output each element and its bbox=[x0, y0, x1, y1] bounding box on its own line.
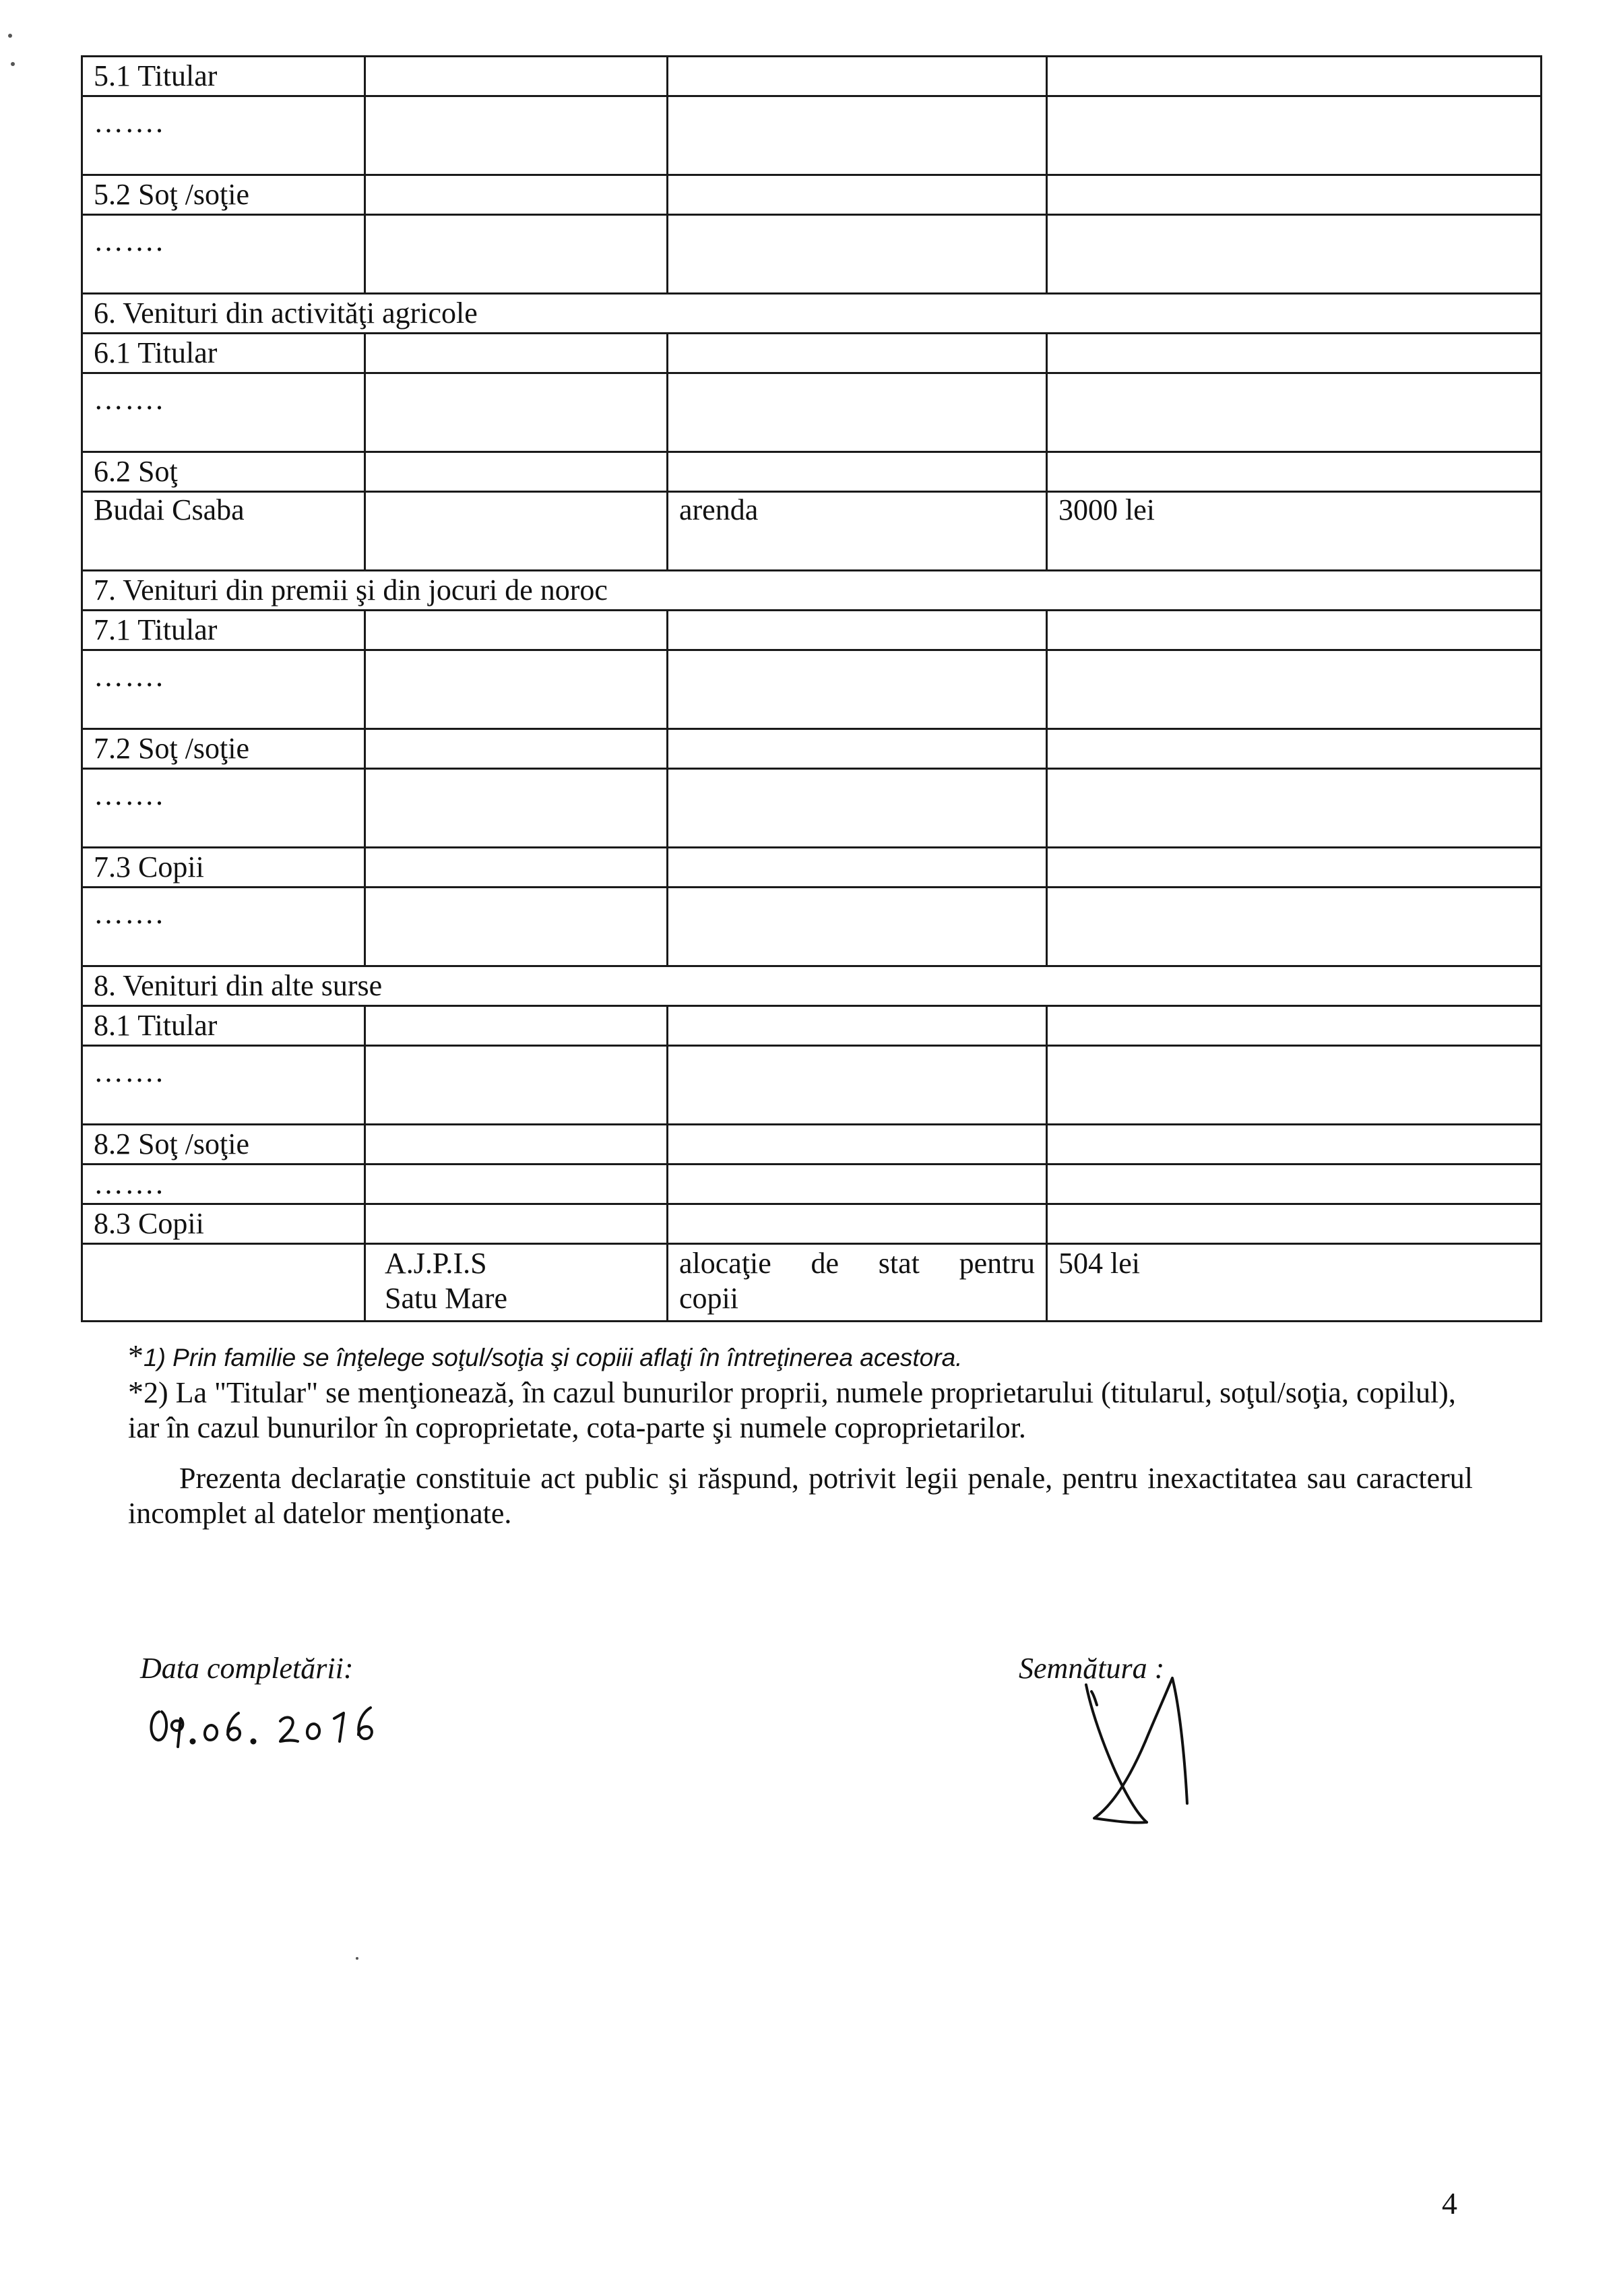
table-cell bbox=[1047, 215, 1542, 294]
table-row bbox=[82, 215, 1542, 294]
table-cell bbox=[82, 96, 365, 175]
table-cell bbox=[668, 452, 1047, 492]
table-row bbox=[82, 452, 1542, 492]
table-cell bbox=[365, 1244, 668, 1322]
date-label: Data completării: bbox=[140, 1652, 354, 1685]
footnote-1-star: * bbox=[128, 1338, 144, 1373]
table-cell bbox=[82, 215, 365, 294]
table-row bbox=[82, 1046, 1542, 1125]
placeholder-dots: ……. bbox=[94, 778, 164, 811]
table-row bbox=[82, 1204, 1542, 1244]
cell-line: Satu Mare bbox=[385, 1282, 508, 1315]
table-cell bbox=[365, 848, 668, 888]
scan-speck bbox=[356, 1957, 358, 1960]
table-cell bbox=[668, 1125, 1047, 1165]
table-cell bbox=[365, 1006, 668, 1046]
table-cell: 3000 lei bbox=[1047, 492, 1542, 571]
table-cell bbox=[1047, 848, 1542, 888]
table-cell bbox=[82, 888, 365, 966]
table-cell bbox=[1047, 650, 1542, 729]
table-cell: 7.3 Copii bbox=[82, 848, 365, 888]
scan-speck bbox=[8, 34, 12, 38]
table-cell bbox=[1047, 888, 1542, 966]
table-cell bbox=[365, 452, 668, 492]
footnote-2-star: * bbox=[128, 1375, 144, 1409]
table-cell: 7.1 Titular bbox=[82, 611, 365, 650]
placeholder-dots: ……. bbox=[94, 1055, 164, 1088]
table-row bbox=[82, 848, 1542, 888]
table-cell bbox=[82, 769, 365, 848]
table-cell bbox=[365, 1204, 668, 1244]
table-cell bbox=[365, 769, 668, 848]
table-cell bbox=[668, 57, 1047, 96]
table-cell bbox=[365, 729, 668, 769]
table-row bbox=[82, 888, 1542, 966]
table-cell bbox=[365, 611, 668, 650]
table-cell bbox=[1047, 1165, 1542, 1204]
scan-speck bbox=[11, 62, 15, 66]
table-cell bbox=[82, 1046, 365, 1125]
table-cell bbox=[668, 769, 1047, 848]
table-cell bbox=[1047, 729, 1542, 769]
placeholder-dots: ……. bbox=[94, 660, 164, 693]
table-body bbox=[82, 57, 1542, 1322]
table-row bbox=[82, 729, 1542, 769]
table-cell bbox=[668, 334, 1047, 373]
section-heading: 8. Venituri din alte surse bbox=[82, 966, 1542, 1006]
table-row bbox=[82, 769, 1542, 848]
table-cell bbox=[1047, 373, 1542, 452]
table-cell bbox=[1047, 96, 1542, 175]
table-cell bbox=[668, 650, 1047, 729]
table-cell bbox=[365, 492, 668, 571]
table-cell: 5.1 Titular bbox=[82, 57, 365, 96]
table-cell bbox=[82, 650, 365, 729]
table-cell bbox=[668, 215, 1047, 294]
placeholder-dots: ……. bbox=[94, 383, 164, 416]
declaration-statement: Prezenta declaraţie constituie act public şi răspund, potrivit legii penale, pentru inexactitatea sau caracterul incomplet al datelor menţionate. bbox=[128, 1462, 1473, 1530]
table-cell: 6.1 Titular bbox=[82, 334, 365, 373]
table-cell bbox=[365, 96, 668, 175]
table-row bbox=[82, 175, 1542, 215]
table-cell bbox=[1047, 769, 1542, 848]
table-cell bbox=[82, 373, 365, 452]
table-cell bbox=[668, 1204, 1047, 1244]
footnote-1-text: 1) Prin familie se înţelege soţul/soţia şi copiii aflaţi în întreţinerea acestora. bbox=[144, 1344, 963, 1371]
section-heading: 6. Venituri din activităţi agricole bbox=[82, 294, 1542, 334]
table-cell: 5.2 Soţ /soţie bbox=[82, 175, 365, 215]
table-cell bbox=[1047, 1125, 1542, 1165]
table-row bbox=[82, 571, 1542, 611]
table-cell bbox=[1047, 57, 1542, 96]
table-row bbox=[82, 1006, 1542, 1046]
table-row bbox=[82, 334, 1542, 373]
cell-line: A.J.P.I.S bbox=[385, 1247, 487, 1280]
table-cell bbox=[365, 650, 668, 729]
table-cell bbox=[1047, 1006, 1542, 1046]
table-row bbox=[82, 966, 1542, 1006]
table-cell bbox=[668, 888, 1047, 966]
table-cell: 8.2 Soţ /soţie bbox=[82, 1125, 365, 1165]
table-cell bbox=[82, 1165, 365, 1204]
table-cell bbox=[668, 1046, 1047, 1125]
table-cell bbox=[1047, 452, 1542, 492]
footnote-2-text: 2) La "Titular" se menţionează, în cazul bunurilor proprii, numele proprietarului (titularul, soţul/soţia, copilul), iar în cazul bunurilor în coproprietate, cota-parte şi numele coproprietarilor. bbox=[128, 1376, 1456, 1444]
footnote-1 bbox=[128, 1340, 1476, 1374]
table-cell bbox=[365, 888, 668, 966]
placeholder-dots: ……. bbox=[94, 897, 164, 930]
footnote-2 bbox=[128, 1375, 1476, 1446]
table-cell: 6.2 Soţ bbox=[82, 452, 365, 492]
table-cell bbox=[668, 1244, 1047, 1322]
table-row bbox=[82, 96, 1542, 175]
table-cell bbox=[365, 215, 668, 294]
table-cell: arenda bbox=[668, 492, 1047, 571]
table-cell bbox=[1047, 1046, 1542, 1125]
section-heading: 7. Venituri din premii şi din jocuri de noroc bbox=[82, 571, 1542, 611]
cell-line: copii bbox=[679, 1282, 738, 1315]
signature-label: Semnătura : bbox=[1019, 1652, 1165, 1685]
placeholder-dots: ……. bbox=[94, 224, 164, 257]
table-cell: Budai Csaba bbox=[82, 492, 365, 571]
placeholder-dots: ……. bbox=[94, 106, 164, 139]
table-row bbox=[82, 611, 1542, 650]
table-cell bbox=[1047, 1204, 1542, 1244]
table-cell bbox=[668, 373, 1047, 452]
table-cell bbox=[365, 1046, 668, 1125]
table-cell bbox=[668, 848, 1047, 888]
table-cell bbox=[365, 1125, 668, 1165]
signature-drawing bbox=[1071, 1671, 1193, 1833]
table-cell bbox=[365, 1165, 668, 1204]
table-cell bbox=[668, 729, 1047, 769]
table-row bbox=[82, 1165, 1542, 1204]
table-cell: 8.1 Titular bbox=[82, 1006, 365, 1046]
table-row bbox=[82, 373, 1542, 452]
table-cell bbox=[365, 334, 668, 373]
table-cell bbox=[365, 57, 668, 96]
table-row bbox=[82, 1244, 1542, 1322]
table-cell bbox=[668, 175, 1047, 215]
signature bbox=[1071, 1671, 1193, 1836]
table-cell bbox=[668, 1006, 1047, 1046]
table-cell bbox=[668, 96, 1047, 175]
table-cell bbox=[365, 175, 668, 215]
income-declaration-table bbox=[81, 55, 1542, 1322]
table-row bbox=[82, 650, 1542, 729]
table-cell bbox=[1047, 175, 1542, 215]
placeholder-dots: ……. bbox=[94, 1167, 164, 1200]
table-cell bbox=[1047, 611, 1542, 650]
cell-line: alocaţie de stat pentru bbox=[679, 1247, 1035, 1280]
table-cell: 7.2 Soţ /soţie bbox=[82, 729, 365, 769]
table-cell bbox=[365, 373, 668, 452]
table-cell: 8.3 Copii bbox=[82, 1204, 365, 1244]
page-number: 4 bbox=[1442, 2186, 1457, 2221]
handwritten-date bbox=[144, 1698, 387, 1756]
handwritten-date-drawing bbox=[144, 1698, 387, 1752]
table-cell bbox=[82, 1244, 365, 1322]
table-row bbox=[82, 294, 1542, 334]
table-row bbox=[82, 57, 1542, 96]
table-cell bbox=[668, 1165, 1047, 1204]
table-cell: 504 lei bbox=[1047, 1244, 1542, 1322]
table-row bbox=[82, 1125, 1542, 1165]
table-cell bbox=[668, 611, 1047, 650]
table-row bbox=[82, 492, 1542, 571]
table-cell bbox=[1047, 334, 1542, 373]
